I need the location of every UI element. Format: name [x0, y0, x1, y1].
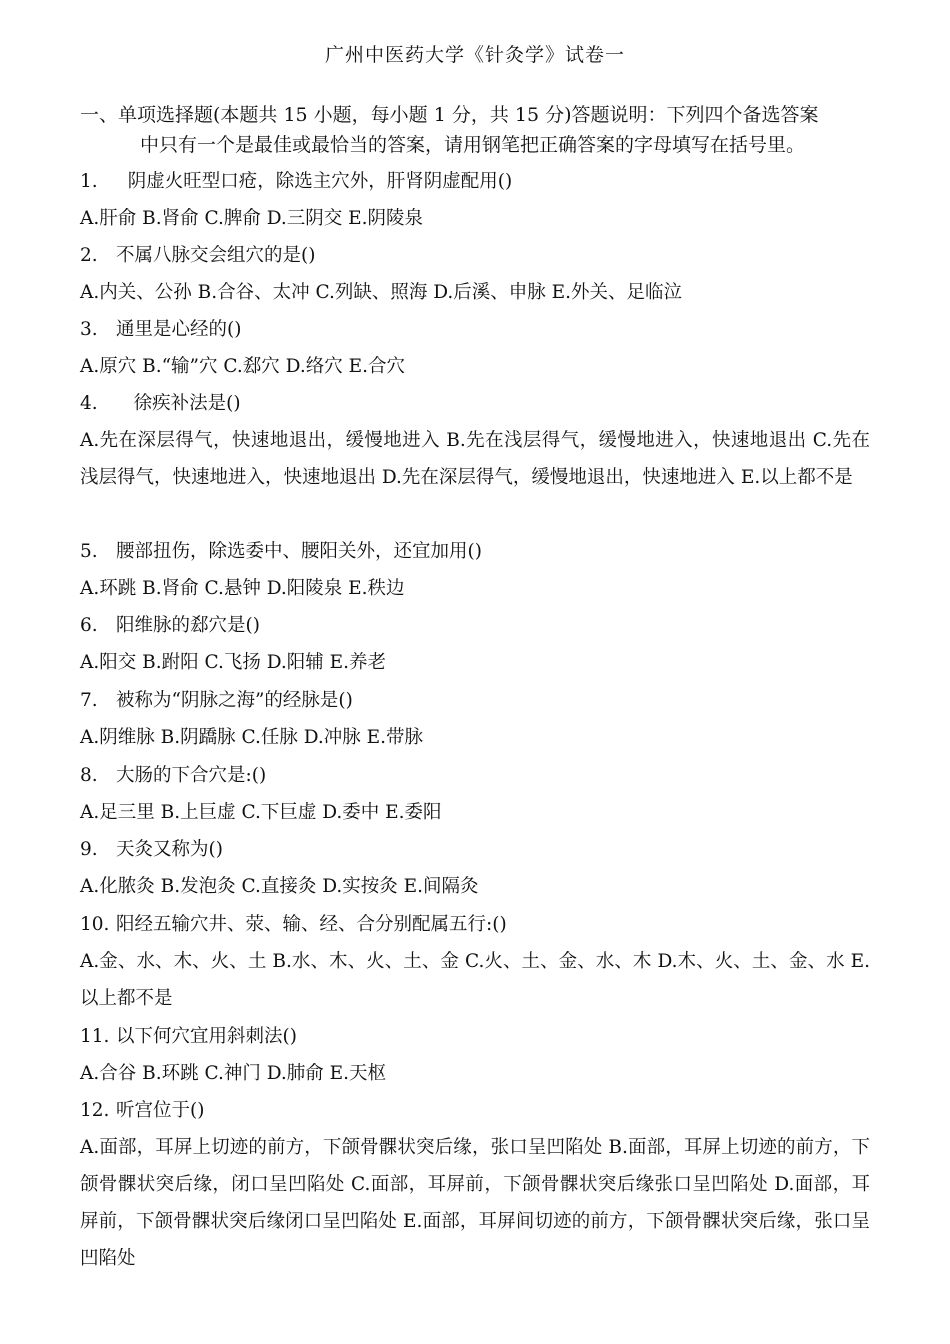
- question-stem: [80, 1092, 880, 1129]
- question-options: A.足三里 B.上巨虚 C.下巨虚 D.委中 E.委阳: [80, 802, 442, 823]
- question-text: 通里是心经的(): [116, 319, 242, 340]
- question-stem: [80, 163, 880, 200]
- question-text: 以下何穴宜用斜刺法(): [116, 1026, 297, 1047]
- page-title: 广州中医药大学《针灸学》试卷一: [324, 44, 625, 66]
- question-options: A.内关、公孙 B.合谷、太冲 C.列缺、照海 D.后溪、申脉 E.外关、足临泣: [80, 282, 683, 303]
- question-stem: [80, 385, 880, 422]
- question-text: 徐疾补法是(): [116, 393, 241, 414]
- question-number: 3.: [80, 319, 98, 340]
- question-stem: [80, 682, 880, 719]
- question-text: 听宫位于(): [116, 1100, 205, 1121]
- question-options: A.化脓灸 B.发泡灸 C.直接灸 D.实按灸 E.间隔灸: [80, 876, 479, 897]
- question-stem: [80, 607, 880, 644]
- question-number: 5.: [80, 541, 98, 562]
- question-number: 8.: [80, 765, 98, 786]
- question-number: 9.: [80, 839, 98, 860]
- instructions-line-1: 一、单项选择题(本题共 15 小题，每小题 1 分，共 15 分)答题说明：下列四个备选答案: [80, 104, 819, 126]
- question-text: 不属八脉交会组穴的是(): [116, 245, 316, 266]
- instructions-line-2: 中只有一个是最佳或最恰当的答案，请用钢笔把正确答案的字母填写在括号里。: [140, 134, 806, 156]
- section-instructions: [80, 100, 880, 160]
- question-text: 阳经五输穴井、荥、输、经、合分别配属五行:(): [116, 914, 507, 935]
- question-options: A.合谷 B.环跳 C.神门 D.肺俞 E.天枢: [80, 1063, 387, 1084]
- question-stem: [80, 1018, 880, 1055]
- question-number: 1.: [80, 171, 98, 192]
- question-options: A.先在深层得气，快速地退出，缓慢地进入 B.先在浅层得气，缓慢地进入，快速地退出 C.先在浅层得气，快速地进入，快速地退出 D.先在深层得气，缓慢地退出，快速地进入 E.以上都不是: [80, 430, 870, 488]
- question-text: 被称为“阴脉之海”的经脉是(): [116, 690, 353, 711]
- question-text: 阳维脉的郄穴是(): [116, 615, 260, 636]
- question-number: 7.: [80, 690, 98, 711]
- question-text: 天灸又称为(): [116, 839, 223, 860]
- question-number: 12.: [80, 1100, 110, 1121]
- question-text: 阴虚火旺型口疮，除选主穴外，肝肾阴虚配用(): [116, 171, 513, 192]
- question-number: 11.: [80, 1026, 110, 1047]
- question-text: 大肠的下合穴是:(): [116, 765, 267, 786]
- question-stem: [80, 757, 880, 794]
- question-options: A.原穴 B.“输”穴 C.郄穴 D.络穴 E.合穴: [80, 356, 405, 377]
- question-options: A.肝俞 B.肾俞 C.脾俞 D.三阴交 E.阴陵泉: [80, 208, 424, 229]
- question-number: 2.: [80, 245, 98, 266]
- question-stem: [80, 533, 880, 570]
- question-text: 腰部扭伤，除选委中、腰阳关外，还宜加用(): [116, 541, 482, 562]
- question-options: A.阴维脉 B.阴蹻脉 C.任脉 D.冲脉 E.带脉: [80, 727, 424, 748]
- question-stem: [80, 831, 880, 868]
- question-number: 6.: [80, 615, 98, 636]
- question-stem: [80, 311, 880, 348]
- question-options: A.阳交 B.跗阳 C.飞扬 D.阳辅 E.养老: [80, 652, 387, 673]
- question-stem: [80, 906, 880, 943]
- question-options: A.金、水、木、火、土 B.水、木、火、土、金 C.火、土、金、水、木 D.木、火、土、金、水 E.以上都不是: [80, 951, 870, 1009]
- question-number: 10.: [80, 914, 110, 935]
- question-options: A.面部，耳屏上切迹的前方，下颌骨髁状突后缘，张口呈凹陷处 B.面部，耳屏上切迹的前方，下颌骨髁状突后缘，闭口呈凹陷处 C.面部，耳屏前，下颌骨髁状突后缘张口呈凹陷处 D.面部，耳屏前，下颌骨髁状突后缘闭口呈凹陷处 E.面部，耳屏间切迹的前方，下颌骨髁状突后缘，张口呈凹陷处: [80, 1137, 870, 1269]
- question-options: A.环跳 B.肾俞 C.悬钟 D.阳陵泉 E.秩边: [80, 578, 405, 599]
- question-stem: [80, 237, 880, 274]
- question-number: 4.: [80, 393, 98, 414]
